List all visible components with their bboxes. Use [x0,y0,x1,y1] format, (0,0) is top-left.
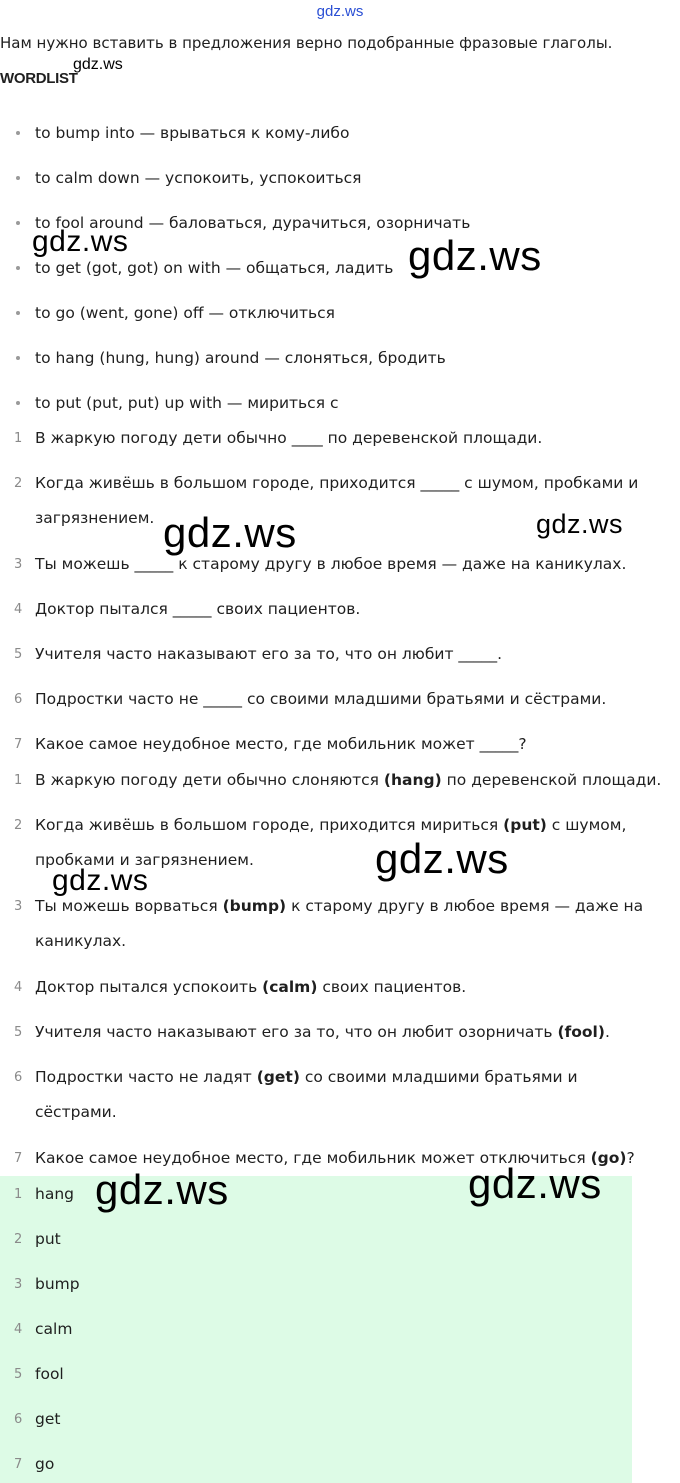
item-number: 3 [14,1277,23,1292]
answer-keyword: (calm) [262,978,318,996]
answer-after: своих пациентов. [317,978,467,996]
wordlist-text: to go (went, gone) off — отключиться [35,304,335,322]
item-number: 6 [14,692,23,707]
bullet-icon [16,356,20,360]
exercise-text: Какое самое неудобное место, где мобильник может _____? [35,735,527,753]
short-answer-word: hang [35,1185,74,1203]
answer-text [35,763,675,798]
item-number: 1 [14,431,23,446]
intro-text: Нам нужно вставить в предложения верно подобранные фразовые глаголы. [0,34,613,52]
answer-after: по деревенской площади. [441,771,662,789]
item-number: 2 [14,818,23,833]
wordlist-heading: WORDLIST [0,70,78,87]
watermark-small: gdz.ws [73,56,123,73]
item-number: 4 [14,1322,23,1337]
short-answer-word: put [35,1230,61,1248]
wordlist-text: to get (got, got) on with — общаться, ладить [35,259,394,277]
exercise-line: загрязнением. [35,509,155,527]
item-number: 4 [14,602,23,617]
short-answer-word: fool [35,1365,64,1383]
answer-keyword: (bump) [222,897,287,915]
item-number: 5 [14,647,23,662]
exercise-line: Когда живёшь в большом городе, приходится _____ с шумом, пробками и [35,474,639,492]
wordlist-text: to calm down — успокоить, успокоиться [35,169,362,187]
wordlist-text: to hang (hung, hung) around — слоняться, бродить [35,349,446,367]
wordlist-text: to fool around — баловаться, дурачиться, озорничать [35,214,471,232]
answer-keyword: (fool) [557,1023,605,1041]
item-number: 3 [14,557,23,572]
wordlist-text: to bump into — врываться к кому-либо [35,124,350,142]
watermark: gdz.ws [52,864,149,897]
watermark: gdz.ws [468,1160,602,1207]
answer-after: . [604,1023,610,1041]
short-answer-word: bump [35,1275,80,1293]
item-number: 2 [14,476,23,491]
watermark: gdz.ws [375,835,509,882]
item-number: 3 [14,899,23,914]
answer-before: Когда живёшь в большом городе, приходится мириться [35,816,504,834]
item-number: 1 [14,1187,23,1202]
bullet-icon [16,221,20,225]
exercise-text: В жаркую погоду дети обычно ____ по деревенской площади. [35,429,543,447]
answer-line2: каникулах. [35,932,127,950]
bullet-icon [16,131,20,135]
item-number: 5 [14,1025,23,1040]
item-number: 7 [14,1151,23,1166]
answer-after: со своими младшими братьями и [299,1068,578,1086]
watermark: gdz.ws [536,509,624,539]
item-number: 6 [14,1412,23,1427]
answer-keyword: (get) [256,1068,300,1086]
short-answer-word: calm [35,1320,73,1338]
answer-keyword: (go) [590,1149,627,1167]
watermark: gdz.ws [32,225,129,258]
short-answer-word: go [35,1455,55,1473]
answer-line2: сёстрами. [35,1103,117,1121]
answer-before: В жаркую погоду дети обычно слоняются [35,771,384,789]
watermark: gdz.ws [163,509,297,556]
item-number: 2 [14,1232,23,1247]
answer-before: Ты можешь ворваться [35,897,223,915]
answer-before: Учителя часто наказывают его за то, что он любит озорничать [35,1023,558,1041]
watermark: gdz.ws [408,232,542,279]
answer-after: ? [626,1149,635,1167]
item-number: 4 [14,980,23,995]
item-number: 6 [14,1070,23,1085]
bullet-icon [16,176,20,180]
item-number: 1 [14,773,23,788]
answer-line2: пробками и загрязнением. [35,851,254,869]
exercise-text: Ты можешь _____ к старому другу в любое время — даже на каникулах. [35,555,627,573]
answer-keyword: (hang) [383,771,442,789]
answer-text [35,1015,675,1050]
exercise-text: Доктор пытался _____ своих пациентов. [35,600,361,618]
watermark-top: gdz.ws [316,3,364,20]
answer-text [35,889,675,959]
item-number: 7 [14,737,23,752]
answer-after: с шумом, [546,816,627,834]
bullet-icon [16,311,20,315]
item-number: 5 [14,1367,23,1382]
answer-keyword: (put) [503,816,547,834]
answer-after: к старому другу в любое время — даже на [286,897,644,915]
wordlist-text: to put (put, put) up with — мириться с [35,394,339,412]
bullet-icon [16,266,20,270]
exercise-text: Подростки часто не _____ со своими младшими братьями и сёстрами. [35,690,607,708]
item-number: 7 [14,1457,23,1472]
exercise-text: Учителя часто наказывают его за то, что он любит _____. [35,645,503,663]
short-answer-word: get [35,1410,61,1428]
answer-before: Доктор пытался успокоить [35,978,263,996]
answer-text [35,970,675,1005]
answer-before: Какое самое неудобное место, где мобильник может отключиться [35,1149,591,1167]
answer-before: Подростки часто не ладят [35,1068,257,1086]
watermark: gdz.ws [95,1166,229,1213]
bullet-icon [16,401,20,405]
answer-text [35,1060,675,1130]
